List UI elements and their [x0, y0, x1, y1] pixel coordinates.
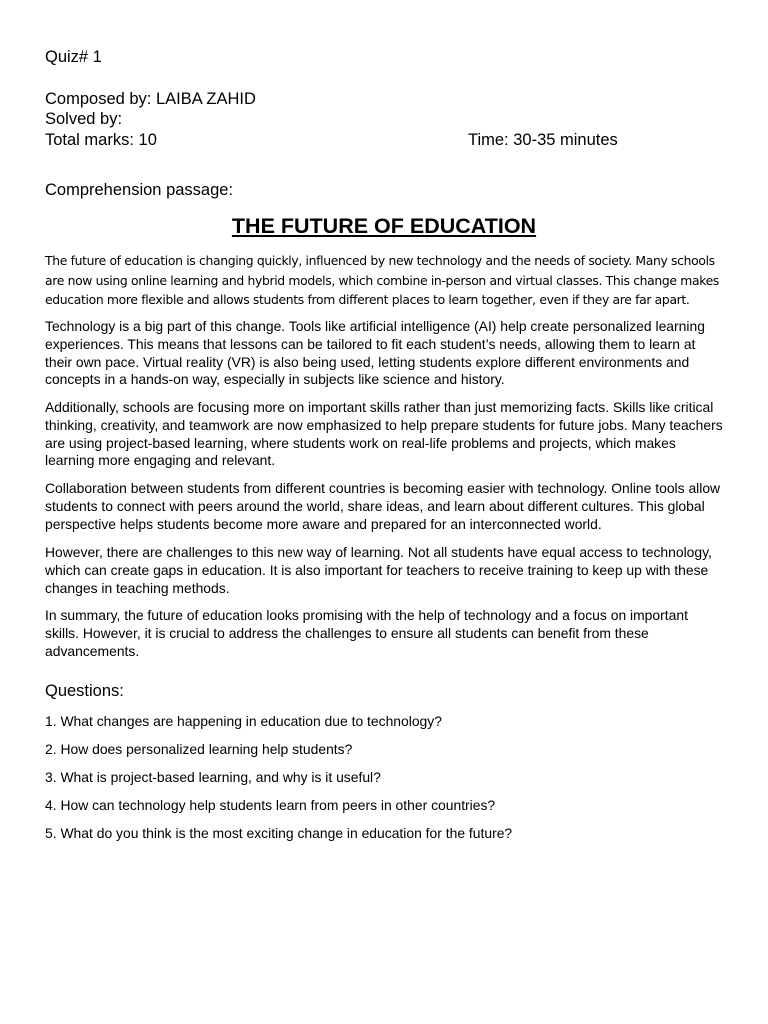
time-limit: Time: 30-35 minutes [468, 131, 618, 149]
questions-heading: Questions: [45, 682, 124, 700]
passage-paragraph-3: Additionally, schools are focusing more on important skills rather than just memorizing facts. Skills like critical thinking, creativity, and teamwork are now emphasized to help prepare students for future jobs. Many teachers are using project-based learning, where students work on real-life problems and projects, which makes learning more engaging and relevant. [45, 399, 723, 469]
quiz-number: Quiz# 1 [45, 48, 102, 66]
passage-label: Comprehension passage: [45, 181, 234, 199]
passage-paragraph-2: Technology is a big part of this change. Tools like artificial intelligence (AI) help create personalized learning experiences. This means that lessons can be tailored to fit each student’s needs, allowing them to learn at their own pace. Virtual reality (VR) is also being used, letting students explore different environments and concepts in a hands-on way, especially in subjects like science and history. [45, 318, 705, 388]
total-marks: Total marks: 10 [45, 131, 157, 149]
question-5: 5. What do you think is the most exciting change in education for the future? [45, 825, 513, 841]
passage-paragraph-6: In summary, the future of education looks promising with the help of technology and a focus on important skills. However, it is crucial to address the challenges to ensure all students can benefit from these advancements. [45, 607, 688, 659]
question-3: 3. What is project-based learning, and why is it useful? [45, 769, 381, 785]
passage-title: THE FUTURE OF EDUCATION [231, 214, 537, 238]
question-2: 2. How does personalized learning help students? [45, 741, 353, 757]
question-1: 1. What changes are happening in education due to technology? [45, 713, 442, 729]
composed-by: Composed by: LAIBA ZAHID [45, 90, 256, 108]
solved-by: Solved by: [45, 110, 123, 128]
question-4: 4. How can technology help students learn from peers in other countries? [45, 797, 496, 813]
passage-paragraph-4: Collaboration between students from different countries is becoming easier with technology. Online tools allow students to connect with peers around the world, share ideas, and learn about different cultures. This global perspective helps students become more aware and prepared for an interconnected world. [45, 480, 721, 532]
passage-paragraph-5: However, there are challenges to this new way of learning. Not all students have equal access to technology, which can create gaps in education. It is also important for teachers to receive training to keep up with these changes in teaching methods. [45, 544, 712, 596]
passage-paragraph-1: The future of education is changing quickly, influenced by new technology and the needs of society. Many schools are now using online learning and hybrid models, which combine in-person and virtual classes. This change makes education more flexible and allows students from different places to learn together, even if they are far apart. [45, 253, 720, 307]
